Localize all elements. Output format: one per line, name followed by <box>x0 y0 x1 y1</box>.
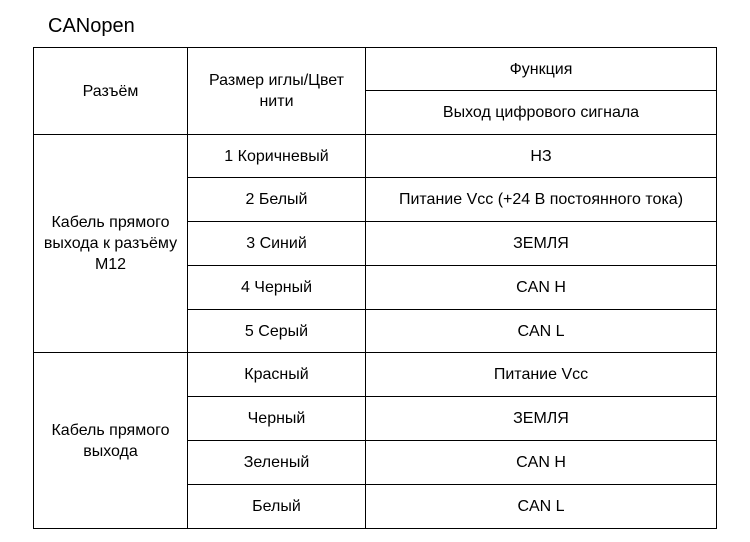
pin-cell: 3 Синий <box>188 222 366 266</box>
function-cell: CAN L <box>366 310 717 353</box>
header-function-sub: Выход цифрового сигнала <box>366 91 717 135</box>
function-cell: ЗЕМЛЯ <box>366 222 717 266</box>
page-title: CANopen <box>48 15 135 37</box>
pinout-table <box>33 47 717 529</box>
function-cell: НЗ <box>366 135 717 178</box>
pin-cell: 1 Коричневый <box>188 135 366 178</box>
function-cell: CAN H <box>366 266 717 310</box>
group-connector: Кабель прямого выхода к разъёму M12 <box>34 135 188 353</box>
group-connector: Кабель прямого выхода <box>34 353 188 529</box>
table-row <box>34 353 717 397</box>
header-function: Функция <box>366 48 717 91</box>
function-cell: CAN H <box>366 441 717 485</box>
function-cell: Питание Vcc (+24 В постоянного тока) <box>366 178 717 222</box>
pin-cell: 4 Черный <box>188 266 366 310</box>
pin-cell: Зеленый <box>188 441 366 485</box>
pin-cell: Черный <box>188 397 366 441</box>
table-row <box>34 135 717 178</box>
pin-cell: 2 Белый <box>188 178 366 222</box>
pin-cell: Красный <box>188 353 366 397</box>
pin-cell: 5 Серый <box>188 310 366 353</box>
function-cell: ЗЕМЛЯ <box>366 397 717 441</box>
function-cell: CAN L <box>366 485 717 529</box>
header-row <box>34 48 717 91</box>
pin-cell: Белый <box>188 485 366 529</box>
header-pin-color: Размер иглы/Цвет нити <box>188 48 366 135</box>
function-cell: Питание Vcc <box>366 353 717 397</box>
header-connector: Разъём <box>34 48 188 135</box>
